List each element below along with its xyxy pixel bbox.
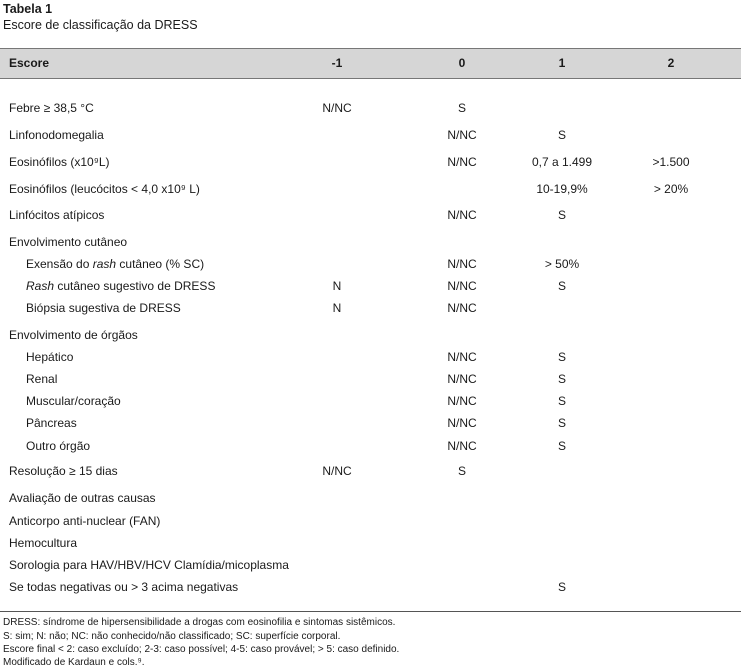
header-minus-one: -1 bbox=[331, 56, 343, 70]
header-escore: Escore bbox=[9, 56, 50, 70]
cell-minus-one: N bbox=[332, 301, 342, 315]
row-label: Renal bbox=[26, 372, 58, 386]
cell-one: S bbox=[557, 128, 566, 142]
cell-one: S bbox=[557, 439, 566, 453]
row-label: Linfócitos atípicos bbox=[9, 208, 105, 222]
row-label: Muscular/coração bbox=[26, 394, 121, 408]
footnote-line: Modificado de Kardaun e cols.⁹. bbox=[3, 657, 145, 668]
cell-one: 10-19,9% bbox=[536, 182, 588, 196]
cell-one: S bbox=[557, 350, 566, 364]
italic-term: Rash bbox=[26, 279, 55, 293]
row-label: Outro órgão bbox=[26, 439, 91, 453]
footnote-line: S: sim; N: não; NC: não conhecido/não classificado; SC: superfície corporal. bbox=[3, 631, 341, 642]
cell-one: > 50% bbox=[544, 257, 580, 271]
row-label: Envolvimento de órgãos bbox=[9, 328, 138, 342]
cell-zero: N/NC bbox=[447, 301, 477, 315]
row-label: Linfonodomegalia bbox=[9, 128, 104, 142]
header-one: 1 bbox=[558, 56, 566, 70]
row-label: Biópsia sugestiva de DRESS bbox=[26, 301, 181, 315]
cell-zero: S bbox=[457, 464, 466, 478]
cell-zero: N/NC bbox=[447, 439, 477, 453]
cell-one: S bbox=[557, 394, 566, 408]
row-label: Hemocultura bbox=[9, 536, 78, 550]
cell-zero: N/NC bbox=[447, 279, 477, 293]
row-label: Pâncreas bbox=[26, 416, 77, 430]
cell-one: S bbox=[557, 416, 566, 430]
header-zero: 0 bbox=[458, 56, 466, 70]
cell-zero: N/NC bbox=[447, 128, 477, 142]
cell-minus-one: N/NC bbox=[322, 464, 352, 478]
cell-one: S bbox=[557, 580, 566, 594]
cell-zero: N/NC bbox=[447, 208, 477, 222]
row-label: Resolução ≥ 15 dias bbox=[9, 464, 118, 478]
row-label: Eosinófilos (x10⁹L) bbox=[9, 155, 110, 169]
cell-zero: N/NC bbox=[447, 416, 477, 430]
row-label: Anticorpo anti-nuclear (FAN) bbox=[9, 514, 161, 528]
table-caption-subtitle: Escore de classificação da DRESS bbox=[3, 18, 198, 32]
footnote-line: Escore final < 2: caso excluído; 2-3: caso possível; 4-5: caso provável; > 5: caso definido. bbox=[3, 644, 400, 655]
cell-zero: N/NC bbox=[447, 350, 477, 364]
row-label: Hepático bbox=[26, 350, 74, 364]
cell-minus-one: N bbox=[332, 279, 342, 293]
cell-minus-one: N/NC bbox=[322, 101, 352, 115]
cell-one: S bbox=[557, 372, 566, 386]
row-label: Sorologia para HAV/HBV/HCV Clamídia/micoplasma bbox=[9, 558, 289, 572]
footnote-line: DRESS: síndrome de hipersensibilidade a drogas com eosinofilia e sintomas sistêmicos. bbox=[3, 617, 396, 628]
header-two: 2 bbox=[667, 56, 675, 70]
italic-term: rash bbox=[92, 257, 117, 271]
cell-one: S bbox=[557, 279, 566, 293]
row-label: Rash cutâneo sugestivo de DRESS bbox=[26, 279, 216, 293]
cell-zero: N/NC bbox=[447, 257, 477, 271]
table-caption-title: Tabela 1 bbox=[3, 2, 53, 16]
row-label: Avaliação de outras causas bbox=[9, 491, 156, 505]
cell-one: S bbox=[557, 208, 566, 222]
cell-zero: N/NC bbox=[447, 372, 477, 386]
cell-zero: N/NC bbox=[447, 394, 477, 408]
row-label: Envolvimento cutâneo bbox=[9, 235, 128, 249]
row-label: Exensão do rash cutâneo (% SC) bbox=[26, 257, 205, 271]
cell-zero: S bbox=[457, 101, 466, 115]
cell-two: >1.500 bbox=[652, 155, 690, 169]
table-bottom-rule bbox=[0, 611, 741, 612]
cell-zero: N/NC bbox=[447, 155, 477, 169]
row-label: Se todas negativas ou > 3 acima negativas bbox=[9, 580, 239, 594]
row-label: Eosinófilos (leucócitos < 4,0 x10⁹ L) bbox=[9, 182, 200, 196]
row-label: Febre ≥ 38,5 °C bbox=[9, 101, 94, 115]
table-header-band bbox=[0, 48, 741, 79]
cell-one: 0,7 a 1.499 bbox=[531, 155, 593, 169]
cell-two: > 20% bbox=[653, 182, 689, 196]
